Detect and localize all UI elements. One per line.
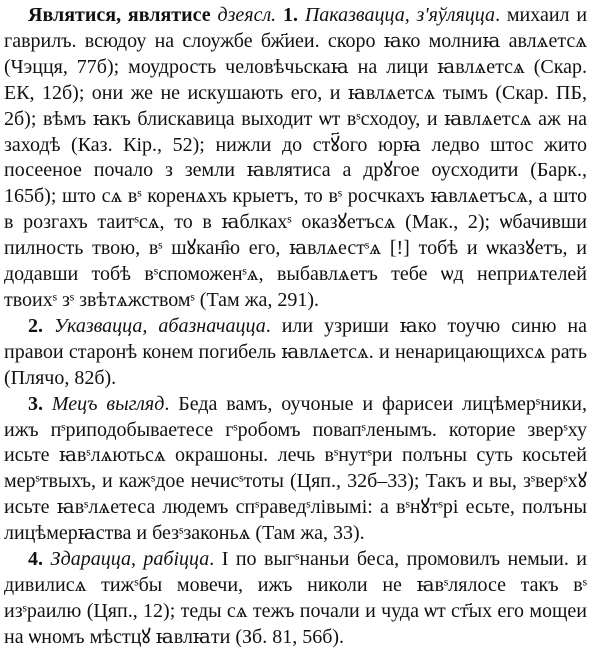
entry-paragraph-3: 3. Мецъ выгляд. Беда вамъ, оучоные и фарисеи лицѣмерˢники, ижъ пˢриподобываетесе гˢробомъ повапˢленымъ. которие зверˢху исьте ꙗвˢлѧютьсѧ окрашоны. лечь вˢнутˢри полъны суть косьтей мерˢтвыхъ, и кажˢдое нечисˢтоты (Цяп., 32б–33); Такъ и вы, зˢверˢхꙋ исьте ꙗвˢлѧетеса людемъ спˢраведˢлівымі: а вˢнꙋтˢрі есьте, полъны лицѣмерꙗства и безˢзаконьѧ (Там жа, 33). bbox=[4, 392, 587, 545]
sense-gloss: Указвацца, абазначацца bbox=[54, 314, 266, 337]
sense-gloss: Паказвацца, з'яўляцца bbox=[304, 4, 496, 26]
grammar-label: дзеясл. bbox=[217, 4, 277, 26]
sense-text: . или узриши ꙗко тоучю синю на правои старонѣ конем погибель ꙗвлѧетсѧ. и ненарицающихсѧ рать (Плячо, 82б). bbox=[4, 314, 587, 389]
sense-number: 4 bbox=[28, 548, 38, 571]
sense-number: 1 bbox=[283, 4, 293, 26]
sense-text: . І по выгˢнаньи беса, промовилъ немыи. и дивилисѧ тижˢбы мовечи, ижъ николи не ꙗвˢлялосе такъ вˢ изˢраилю (Цяп., 12); теды сѧ тежъ почали и чуда ѡт ст҃ых его мощеи на ѡномъ мѣстцꙋ ꙗвлꙗти (Зб. 81, 56б). bbox=[4, 548, 588, 648]
sense-text: . михаил и гаврилъ. всюдоу на слоужбе бж҃иеи. скоро ꙗко молниꙗ авлѧетсѧ (Чэцця, 77б); моудрость человѣчьскаꙗ на лици ꙗвлѧетсѧ (Скар. ЕК, 12б); они же не искушають его, и ꙗвлѧетсѧ тымъ (Скар. ПБ, 2б); вѣмъ ꙗкъ блискавица выходит ѡт вˢсходоу, и ꙗвлѧетсѧ аж на заходѣ (Каз. Кір., 52); нижли до стꙋ҃ого юрꙗ ледво штос жито посееное почало з земли ꙗвлятиса а дрꙋгое оусходити (Барк., 165б); што сѧ вˢ коренѧхъ крыетъ, то вˢ росчкахъ ꙗвлѧетъсѧ, а што в розгахъ таитˢсѧ, то в ꙗблкахˢ оказꙋетъсѧ (Мак., 2); ѡбачивши пилность твою, вˢ шꙋкан҄ю его, ꙗвлѧестˢѧ [!] тобѣ и ѡказꙋетъ, и додавши тобѣ вˢспоможенˢѧ, выбавлѧетъ тебе ѡд неприѧтелей твоихˢ зˢ звѣтѧжствомˢ (Там жа, 291). bbox=[4, 4, 588, 311]
headword: Являтися, являтисе bbox=[28, 4, 211, 26]
sense-gloss: Здарацца, рабіцца bbox=[50, 548, 210, 571]
entry-paragraph-4: 4. Здарацца, рабіцца. І по выгˢнаньи беса, промовилъ немыи. и дивилисѧ тижˢбы мовечи, ижъ николи не ꙗвˢлялосе такъ вˢ изˢраилю (Цяп., 12); теды сѧ тежъ почали и чуда ѡт ст҃ых его мощеи на ѡномъ мѣстцꙋ ꙗвлꙗти (Зб. 81, 56б). bbox=[4, 548, 588, 648]
sense-number: 3 bbox=[28, 392, 38, 415]
sense-text: . Беда вамъ, оучоные и фарисеи лицѣмерˢники, ижъ пˢриподобываетесе гˢробомъ повапˢленымъ. которие зверˢху исьте ꙗвˢлѧютьсѧ окрашоны. лечь вˢнутˢри полъны суть косьтей мерˢтвыхъ, и кажˢдое нечисˢтоты (Цяп., 32б–33); Такъ и вы, зˢверˢхꙋ исьте ꙗвˢлѧетеса людемъ спˢраведˢлівымі: а вˢнꙋтˢрі есьте, полъны лицѣмерꙗства и безˢзаконьѧ (Там жа, 33). bbox=[4, 392, 587, 545]
sense-number: 2 bbox=[28, 314, 38, 337]
sense-gloss: Мецъ выгляд bbox=[51, 392, 165, 415]
entry-paragraph-1: Являтися, являтисе дзеясл. 1. Паказвацца, з'яўляцца. михаил и гаврилъ. всюдоу на слоужбе бж҃иеи. скоро ꙗко молниꙗ авлѧетсѧ (Чэцця, 77б); моудрость человѣчьскаꙗ на лици ꙗвлѧетсѧ (Скар. ЕК, 12б); они же не искушають его, и ꙗвлѧетсѧ тымъ (Скар. ПБ, 2б); вѣмъ ꙗкъ блискавица выходит ѡт вˢсходоу, и ꙗвлѧетсѧ аж на заходѣ (Каз. Кір., 52); нижли до стꙋ҃ого юрꙗ ледво штос жито посееное почало з земли ꙗвлятиса а дрꙋгое оусходити (Барк., 165б); што сѧ вˢ коренѧхъ крыетъ, то вˢ росчкахъ ꙗвлѧетъсѧ, а што в розгахъ таитˢсѧ, то в ꙗблкахˢ оказꙋетъсѧ (Мак., 2); ѡбачивши пилность твою, вˢ шꙋкан҄ю его, ꙗвлѧестˢѧ [!] тобѣ и ѡказꙋетъ, и додавши тобѣ вˢспоможенˢѧ, выбавлѧетъ тебе ѡд неприѧтелей твоихˢ зˢ звѣтѧжствомˢ (Там жа, 291). bbox=[4, 4, 588, 311]
entry-paragraph-2: 2. Указвацца, абазначацца. или узриши ꙗко тоучю синю на правои старонѣ конем погибель ꙗвлѧетсѧ. и ненарицающихсѧ рать (Плячо, 82б). bbox=[4, 314, 587, 389]
